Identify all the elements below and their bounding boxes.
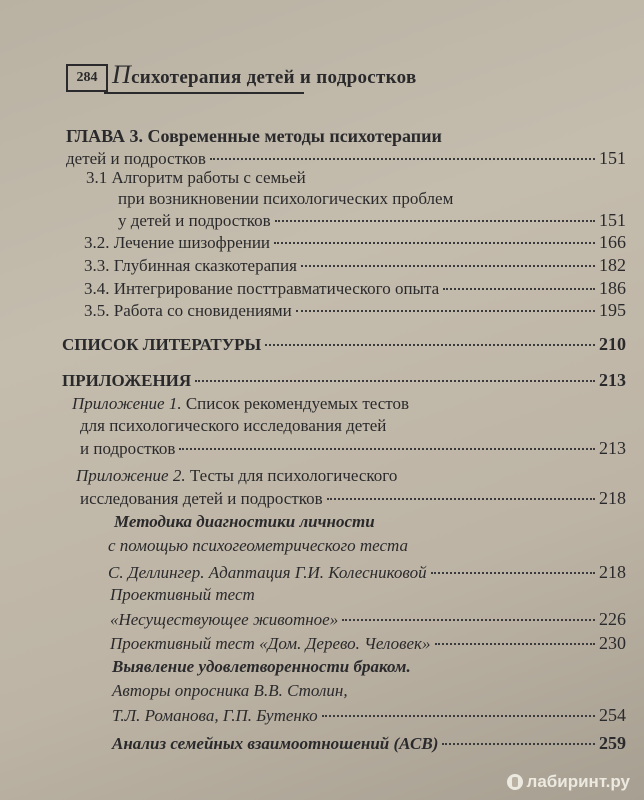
page-ref: 213	[599, 370, 626, 390]
method-2-line2: «Несуществующее животное»	[110, 610, 339, 629]
section-3-4: 3.4. Интегрирование посттравматического опыта	[84, 279, 440, 298]
page-ref: 218	[599, 488, 626, 508]
leader-dots	[443, 288, 595, 290]
method-4-line1: Выявление удовлетворенности браком.	[112, 657, 411, 676]
page-ref: 151	[599, 148, 626, 168]
leader-dots	[195, 380, 595, 382]
page-ref: 210	[599, 334, 626, 354]
page-ref: 254	[599, 705, 626, 725]
appendix-1-label: Приложение 1.	[72, 394, 182, 413]
appendix-2-title: Тесты для психологического	[185, 466, 398, 485]
method-4-line3: Т.Л. Романова, Г.П. Бутенко	[112, 706, 318, 725]
toc-entry-3-4[interactable]	[84, 278, 626, 299]
labirint-logo-icon	[507, 774, 523, 790]
title-rest: сихотерапия	[131, 67, 242, 88]
page-ref: 182	[599, 255, 626, 275]
method-4-line2: Авторы опросника В.В. Столин,	[112, 681, 348, 700]
leader-dots	[322, 715, 595, 717]
book-title	[112, 60, 417, 90]
leader-dots	[274, 242, 595, 244]
appendix-2-label: Приложение 2.	[76, 466, 186, 485]
method-3-title: Проективный тест «Дом. Дерево. Человек»	[110, 634, 431, 653]
toc-entry-3-1[interactable]	[118, 210, 626, 231]
page-ref: 259	[599, 733, 626, 753]
toc-entry-3-3[interactable]	[84, 255, 626, 276]
appendix-1-line1	[72, 394, 409, 414]
method-1-line3: С. Деллингер. Адаптация Г.И. Колесниковой	[108, 563, 427, 582]
chapter3-title-line1: ГЛАВА 3. Современные методы психотерапии	[66, 126, 442, 146]
running-header	[60, 58, 620, 98]
toc-entry-method-1[interactable]	[108, 562, 626, 583]
toc-entry-appendices[interactable]	[62, 370, 626, 391]
section-3-1-line3: у детей и подростков	[118, 211, 271, 230]
method-2-line1: Проективный тест	[110, 585, 255, 604]
leader-dots	[265, 344, 595, 346]
section-3-1-line1: 3.1 Алгоритм работы с семьей	[86, 168, 306, 187]
leader-dots	[275, 220, 595, 222]
toc-entry-method-2[interactable]	[110, 609, 626, 630]
toc-entry-method-3[interactable]	[110, 633, 626, 654]
section-3-3: 3.3. Глубинная сказкотерапия	[84, 256, 297, 275]
toc-entry-references[interactable]	[62, 334, 626, 355]
appendices-title: ПРИЛОЖЕНИЯ	[62, 371, 192, 390]
leader-dots	[431, 572, 595, 574]
toc-entry-appendix-1[interactable]	[80, 438, 626, 459]
title-initial: П	[112, 60, 132, 89]
leader-dots	[296, 310, 595, 312]
page-ref: 218	[599, 562, 626, 582]
page-ref: 151	[599, 210, 626, 230]
page-ref: 230	[599, 633, 626, 653]
references-title: СПИСОК ЛИТЕРАТУРЫ	[62, 335, 262, 354]
section-3-5: 3.5. Работа со сновидениями	[84, 301, 292, 320]
leader-dots	[179, 448, 595, 450]
appendix-1-title: Список рекомендуемых тестов	[181, 394, 410, 413]
appendix-1-line2: для психологического исследования детей	[80, 416, 387, 435]
title-tail: детей и подростков	[246, 67, 417, 88]
appendix-2-line2: исследования детей и подростков	[80, 489, 323, 508]
leader-dots	[327, 498, 595, 500]
toc-entry-method-5[interactable]	[112, 733, 626, 754]
page-ref: 195	[599, 300, 626, 320]
appendix-2-line1	[76, 466, 397, 486]
method-1-line1: Методика диагностики личности	[114, 512, 375, 531]
leader-dots	[301, 265, 595, 267]
appendix-1-line3: и подростков	[80, 439, 176, 458]
labirint-watermark	[507, 772, 630, 792]
toc-entry-appendix-2[interactable]	[80, 488, 626, 509]
leader-dots	[210, 158, 595, 160]
section-3-1-line2: при возникновении психологических проблем	[118, 189, 454, 208]
leader-dots	[442, 743, 595, 745]
watermark-text: лабиринт.ру	[526, 772, 630, 791]
page-ref: 186	[599, 278, 626, 298]
header-rule	[104, 92, 304, 94]
page-ref: 226	[599, 609, 626, 629]
toc-entry-chapter3[interactable]	[66, 148, 626, 169]
toc-entry-3-5[interactable]	[84, 300, 626, 321]
page-ref: 213	[599, 438, 626, 458]
page-number: 284	[66, 64, 108, 92]
section-3-2: 3.2. Лечение шизофрении	[84, 233, 271, 252]
chapter3-title-line2: детей и подростков	[66, 149, 206, 168]
method-5-title: Анализ семейных взаимоотношений (АСВ)	[112, 734, 439, 753]
toc-entry-method-4[interactable]	[112, 705, 626, 726]
method-1-line2: с помощью психогеометрического теста	[108, 536, 409, 555]
leader-dots	[342, 619, 595, 621]
toc-entry-3-2[interactable]	[84, 232, 626, 253]
leader-dots	[435, 643, 596, 645]
page-ref: 166	[599, 232, 626, 252]
